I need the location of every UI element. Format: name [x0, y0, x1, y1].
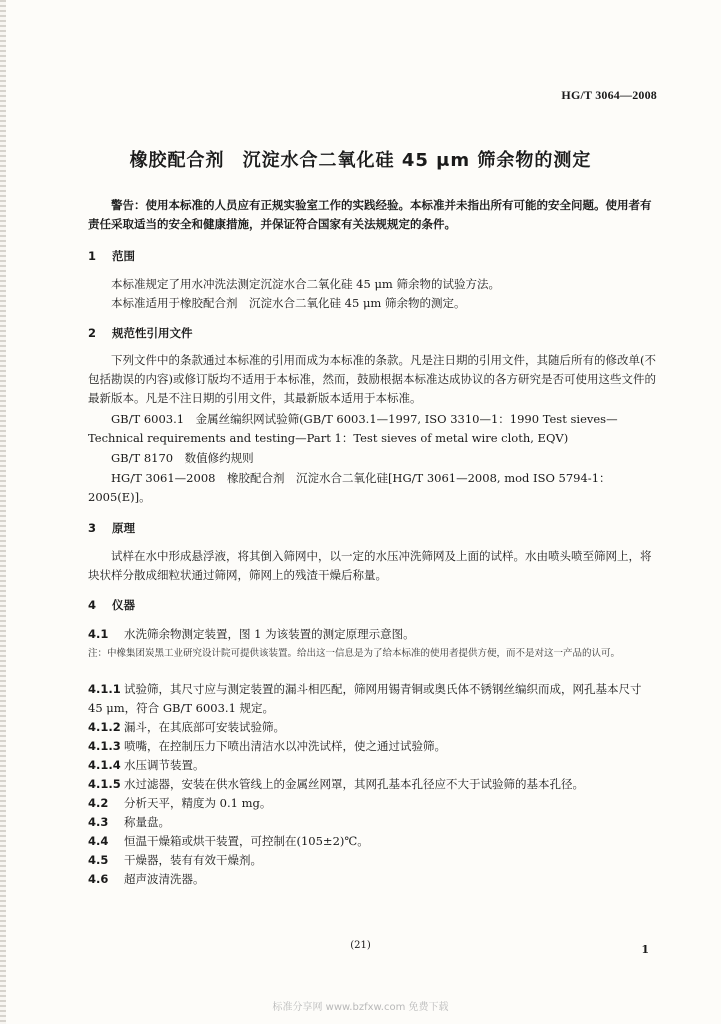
section-3-p1: 试样在水中形成悬浮液，将其倒入筛网中，以一定的水压冲洗筛网及上面的试样。水由喷头喷至筛网上，将块状样分散成细粒状通过筛网，筛网上的残渣干燥后称量。	[88, 549, 652, 582]
title-part1: 橡胶配合剂	[129, 150, 225, 171]
section-4-heading: 4 仪器	[88, 598, 135, 612]
item-4-2: 4.2 分析天平，精度为 0.1 mg。	[88, 796, 272, 810]
item-4-1-1: 4.1.1 试验筛，其尺寸应与测定装置的漏斗相匹配，筛网用锡青铜或奥氏体不锈钢丝编织而成，网孔基本尺寸 45 μm，符合 GB/T 6003.1 规定。	[88, 682, 642, 715]
watermark-text: 标准分享网 www.bzfxw.com 免费下载	[272, 1002, 449, 1013]
reference-hgt3061: HG/T 3061—2008 橡胶配合剂 沉淀水合二氧化硅[HG/T 3061—2008, mod ISO 5794-1：2005(E)]。	[88, 471, 611, 504]
section-3-heading: 3 原理	[88, 521, 135, 535]
reference-gbt8170: GB/T 8170 数值修约规则	[111, 451, 254, 465]
note-device: 注：中橡集团炭黑工业研究设计院可提供该装置。给出这一信息是为了给本标准的使用者提供方便，而不是对这一产品的认可。	[88, 648, 621, 659]
warning-paragraph	[88, 196, 658, 234]
item-4-1-5: 4.1.5 水过滤器，安装在供水管线上的金属丝网罩，其网孔基本孔径应不大于试验筛的基本孔径。	[88, 777, 584, 791]
page-number: 1	[641, 943, 649, 956]
warning-text: 使用本标准的人员应有正规实验室工作的实践经验。本标准并未指出所有可能的安全问题。使用者有责任采取适当的安全和健康措施，并保证符合国家有关法规规定的条件。	[88, 198, 652, 231]
item-4-3: 4.3 称量盘。	[88, 815, 170, 829]
page-title	[0, 146, 721, 172]
item-4-5: 4.5 干燥器，装有有效干燥剂。	[88, 853, 262, 867]
item-4-1-2: 4.1.2 漏斗，在其底部可安装试验筛。	[88, 720, 285, 734]
section-2-heading: 2 规范性引用文件	[88, 326, 193, 340]
section-2-p1: 下列文件中的条款通过本标准的引用而成为本标准的条款。凡是注日期的引用文件，其随后所有的修改单(不包括勘误的内容)或修订版均不适用于本标准，然而，鼓励根据本标准达成协议的各方研究是否可使用这些文件的最新版本。凡是不注日期的引用文件，其最新版本适用于本标准。	[88, 353, 656, 405]
item-4-4: 4.4 恒温干燥箱或烘干装置，可控制在(105±2)℃。	[88, 834, 369, 848]
section-1-p1: 本标准规定了用水冲洗法测定沉淀水合二氧化硅 45 μm 筛余物的试验方法。	[111, 277, 500, 291]
section-1-p2: 本标准适用于橡胶配合剂 沉淀水合二氧化硅 45 μm 筛余物的测定。	[111, 296, 466, 310]
standard-code: HG/T 3064—2008	[561, 88, 657, 102]
item-4-1: 4.1 水洗筛余物测定装置，图 1 为该装置的测定原理示意图。	[88, 627, 415, 641]
title-part2: 沉淀水合二氧化硅 45 μm 筛余物的测定	[242, 150, 592, 171]
warning-label: 警告：	[111, 198, 146, 212]
section-1-heading: 1 范围	[88, 249, 135, 263]
item-4-6: 4.6 超声波清洗器。	[88, 872, 205, 886]
page-number-center: (21)	[350, 940, 371, 951]
item-4-1-4: 4.1.4 水压调节装置。	[88, 758, 205, 772]
item-4-1-3: 4.1.3 喷嘴，在控制压力下喷出清洁水以冲洗试样，使之通过试验筛。	[88, 739, 446, 753]
reference-gbt6003: GB/T 6003.1 金属丝编织网试验筛(GB/T 6003.1—1997, ISO 3310—1：1990 Test sieves—Technical requirements and testing—Part 1：Test sieves of metal wire cloth, EQV)	[88, 412, 618, 445]
